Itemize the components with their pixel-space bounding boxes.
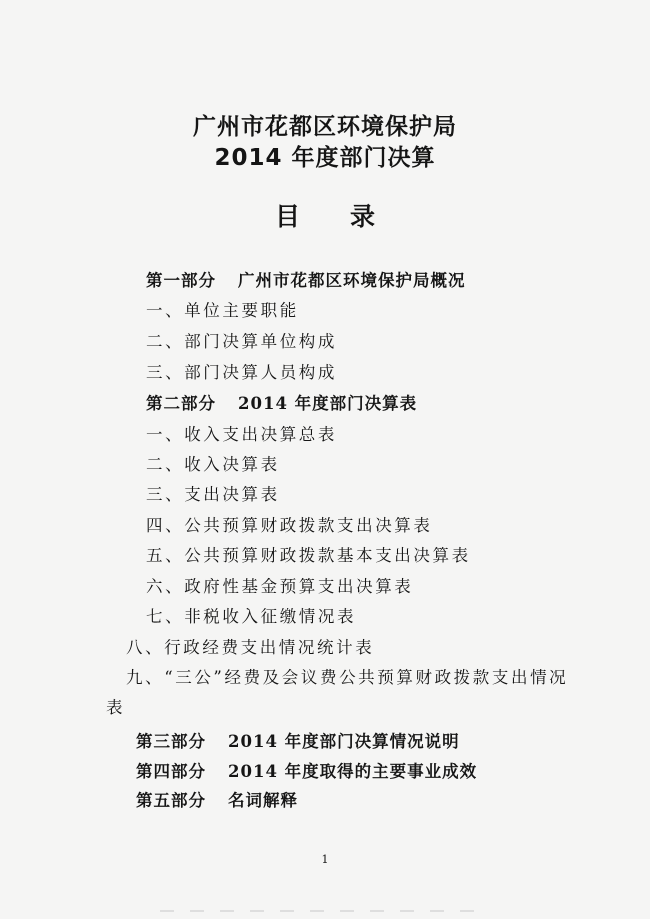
toc-item: 一、收入支出决算总表 — [146, 425, 337, 444]
toc-part-title: 2014 年度取得的主要事业成效 — [228, 762, 478, 781]
toc-item: 六、政府性基金预算支出决算表 — [146, 577, 414, 596]
toc-part-label: 第五部分 — [136, 791, 206, 810]
toc-item-continuation: 表 — [106, 698, 126, 717]
document-title: 广州市花都区环境保护局 — [193, 114, 457, 140]
toc-part-title: 2014 年度部门决算情况说明 — [228, 732, 460, 751]
toc-item: 八、行政经费支出情况统计表 — [126, 638, 375, 657]
toc-part-4 — [136, 764, 477, 781]
toc-part-title: 名词解释 — [228, 791, 298, 810]
toc-part-3 — [136, 734, 460, 751]
toc-item: 四、公共预算财政拨款支出决算表 — [146, 516, 433, 535]
toc-part-label: 第四部分 — [136, 762, 206, 781]
toc-heading: 目录 — [274, 202, 425, 231]
toc-part-5 — [136, 793, 298, 810]
toc-item: 九、“三公”经费及会议费公共预算财政拨款支出情况 — [126, 668, 569, 687]
toc-item: 三、支出决算表 — [146, 485, 280, 504]
toc-item: 七、非税收入征缴情况表 — [146, 607, 357, 626]
toc-item: 二、部门决算单位构成 — [146, 332, 337, 351]
toc-part-label: 第三部分 — [136, 732, 206, 751]
toc-part-title: 2014 年度部门决算表 — [238, 394, 418, 413]
toc-part-title: 广州市花都区环境保护局概况 — [238, 271, 466, 290]
toc-item: 三、部门决算人员构成 — [146, 363, 337, 382]
toc-item: 一、单位主要职能 — [146, 301, 299, 320]
toc-part-1 — [146, 273, 466, 290]
document-subtitle: 2014 年度部门决算 — [214, 145, 436, 171]
page-number: 1 — [321, 853, 329, 866]
toc-item: 二、收入决算表 — [146, 455, 280, 474]
toc-part-label: 第二部分 — [146, 394, 216, 413]
toc-item: 五、公共预算财政拨款基本支出决算表 — [146, 546, 471, 565]
scan-artifact — [160, 910, 490, 912]
toc-part-2 — [146, 396, 417, 413]
toc-part-label: 第一部分 — [146, 271, 216, 290]
